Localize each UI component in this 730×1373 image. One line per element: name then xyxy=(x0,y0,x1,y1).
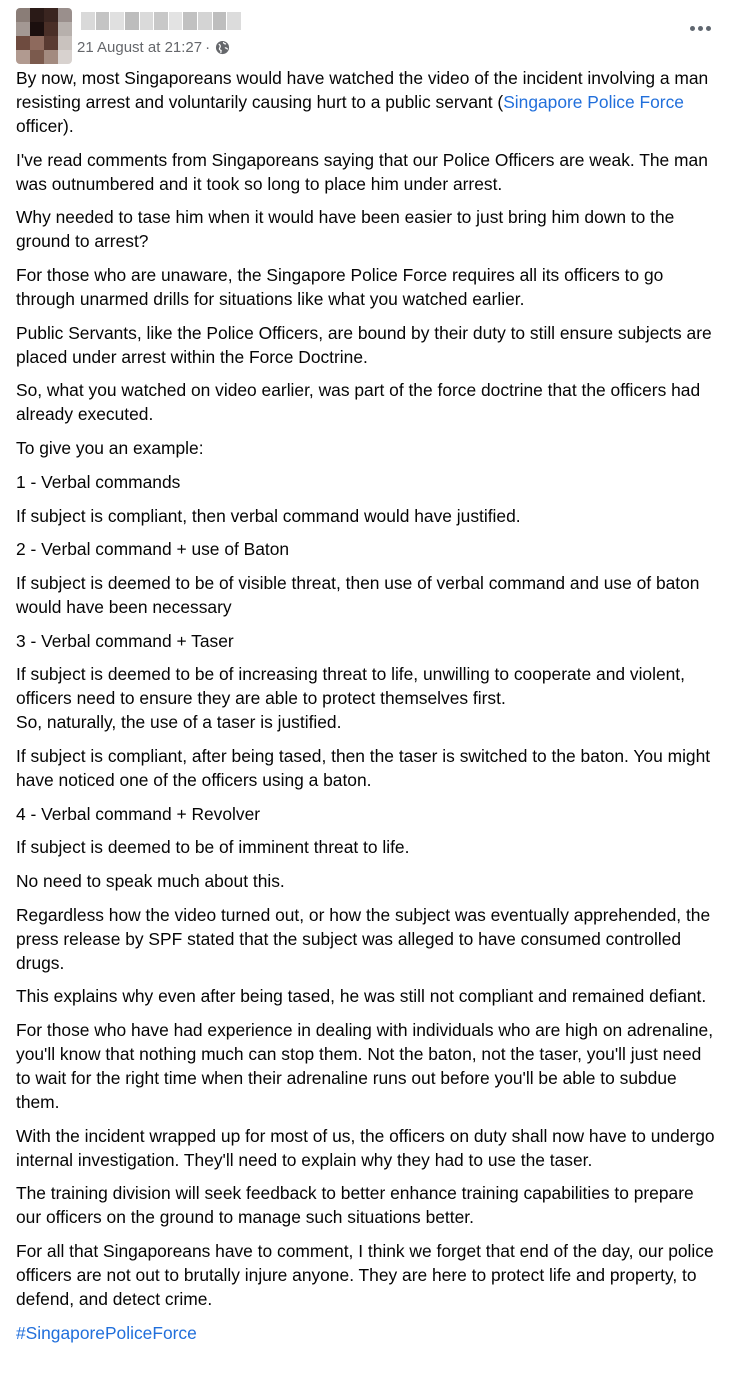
hashtag-paragraph xyxy=(16,1321,716,1345)
post-paragraph: If subject is deemed to be of increasing threat to life, unwilling to cooperate and violent, officers need to ensure they are able to protect themselves first. So, naturally, the use of a taser is justified. xyxy=(16,664,685,733)
post-paragraph: So, what you watched on video earlier, was part of the force doctrine that the officers had already executed. xyxy=(16,380,701,425)
post-paragraph: For those who are unaware, the Singapore Police Force requires all its officers to go through unarmed drills for situations like what you watched earlier. xyxy=(16,265,664,310)
post-paragraph: If subject is deemed to be of visible threat, then use of verbal command and use of baton would have been necessary xyxy=(16,572,700,617)
post-paragraph: By now, most Singaporeans would have watched the video of the incident involving a man resisting arrest and voluntarily causing hurt to a public servant (Singapore Police Force officer). xyxy=(16,68,709,136)
post-paragraph: 2 - Verbal command + use of Baton xyxy=(16,539,290,560)
more-options-icon[interactable] xyxy=(686,16,714,40)
separator: · xyxy=(205,39,211,56)
post-paragraph: To give you an example: xyxy=(16,438,204,459)
post-paragraph: This explains why even after being tased, he was still not compliant and remained defiant. xyxy=(16,986,707,1007)
post-meta xyxy=(77,39,230,56)
post-paragraph: If subject is deemed to be of imminent threat to life. xyxy=(16,837,410,858)
post-paragraph: No need to speak much about this. xyxy=(16,871,285,891)
post-paragraph: With the incident wrapped up for most of us, the officers on duty shall now have to undergo internal investigation. They'll need to explain why they had to use the taser. xyxy=(16,1125,715,1170)
post-paragraph: If subject is compliant, then verbal command would have justified. xyxy=(16,505,521,526)
post-paragraph: I've read comments from Singaporeans saying that our Police Officers are weak. The man was outnumbered and it took so long to place him under arrest. xyxy=(16,149,708,194)
post-paragraph: Regardless how the video turned out, or how the subject was eventually apprehended, the press release by SPF stated that the subject was alleged to have consumed controlled drugs. xyxy=(16,904,711,973)
hashtag-link[interactable]: #SingaporePoliceForce xyxy=(16,1322,197,1343)
globe-icon[interactable] xyxy=(215,40,230,55)
post-header xyxy=(16,8,714,64)
post-paragraph: For all that Singaporeans have to comment, I think we forget that end of the day, our police officers are not out to brutally injure anyone. They are here to protect life and property, to defend, and detect crime. xyxy=(16,1241,714,1310)
post-paragraph: The training division will seek feedback to better enhance training capabilities to prepare our officers on the ground to manage such situations better. xyxy=(16,1183,694,1228)
author-name[interactable] xyxy=(81,12,241,30)
post-body xyxy=(16,66,716,1345)
post-paragraph: For those who have had experience in dealing with individuals who are high on adrenaline, you'll know that nothing much can stop them. Not the baton, not the taser, you'll just need to wait for the right time when their adrenaline runs out before you'll be able to subdue them. xyxy=(16,1020,714,1113)
mention-link[interactable]: Singapore Police Force xyxy=(503,92,684,112)
post-paragraph: Why needed to tase him when it would have been easier to just bring him down to the ground to arrest? xyxy=(16,207,675,252)
post-paragraph: 4 - Verbal command + Revolver xyxy=(16,803,261,824)
post-paragraph: 1 - Verbal commands xyxy=(16,471,181,492)
post-paragraph: If subject is compliant, after being tased, then the taser is switched to the baton. You might have noticed one of the officers using a baton. xyxy=(16,745,711,790)
avatar[interactable] xyxy=(16,8,72,64)
timestamp[interactable]: 21 August at 21:27 xyxy=(77,39,203,56)
post-paragraph: Public Servants, like the Police Officers, are bound by their duty to still ensure subjects are placed under arrest within the Force Doctrine. xyxy=(16,322,712,367)
post-paragraph: 3 - Verbal command + Taser xyxy=(16,630,234,651)
